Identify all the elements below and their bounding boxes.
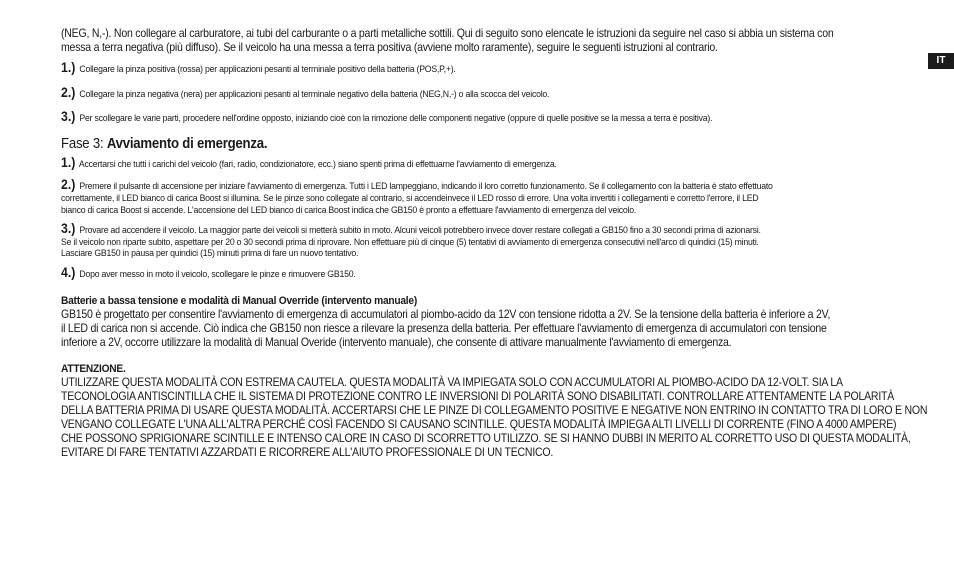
section-line: inferiore a 2V, occorre utilizzare la modalità di Manual Overide (intervento manuale), che consente di attivare manualmente l'avviamento di emergenza. [61,335,732,349]
step-text: correttamente, il LED bianco di carica Boost si illumina. Se le pinze sono collegate al contrario, si accendeinvece il LED rosso di errore. Una volta invertiti i collegamenti e corretto l'errore, il LED [61,192,759,204]
phase-title: Avviamento di emergenza. [106,135,268,152]
intro-paragraph [61,27,927,55]
attention-section [61,362,927,460]
section-line: GB150 è progettato per consentire l'avviamento di emergenza di accumulatori al piombo-acido da 12V con tensione ridotta a 2V. Se la tensione della batteria è inferiore a 2V, [61,307,831,321]
step-number: 1.) [61,154,76,170]
step-number: 3.) [61,221,76,237]
phase-prefix: Fase 3: [61,135,107,152]
warning-line: UTILIZZARE QUESTA MODALITÀ CON ESTREMA CAUTELA. QUESTA MODALITÀ VA IMPIEGATA SOLO CON ACCUMULATORI AL PIOMBO-ACIDO DA 12-VOLT. SIA LA [61,375,843,389]
step-text: bianco di carica Boost si accende. L'accensione del LED bianco di carica Boost indica che GB150 è pronto a effettuare l'avviamento di emergenza del veicolo. [61,204,637,216]
step-number: 3.) [61,109,76,125]
warning-line: TECONOLOGIA ANTISCINTILLA CHE IL SISTEMA DI PROTEZIONE CONTRO LE INVERSIONI DI POLARITÀ SONO DISABILITATI. CONTROLLARE ATTENTAMENTE LA POLARITÀ [61,389,895,403]
step-number: 1.) [61,60,76,75]
step-a-3 [61,111,927,125]
step-text: Se il veicolo non riparte subito, aspettare per 20 o 30 secondi prima di riprovare. Non effettuare più di cinque (5) tentativi di avviamento di emergenza consecutivi nell'arco di quindici (15) minuti. [61,236,759,248]
step-text: Premere il pulsante di accensione per iniziare l'avviamento di emergenza. Tutti i LED lampeggiano, indicando il loro corretto funzionamento. Se il collegamento con la batteria è stato effettuato [79,181,773,193]
intro-line: messa a terra negativa (più diffuso). Se il veicolo ha una messa a terra positiva (avviene molto raramente), seguire le seguenti istruzioni al contrario. [61,41,718,54]
low-voltage-section [61,294,927,350]
step-text: Dopo aver messo in moto il veicolo, scollegare le pinze e rimuovere GB150. [79,268,356,280]
step-number: 4.) [61,264,76,280]
language-badge: IT [928,53,954,69]
step-a-2 [61,84,927,101]
intro-line: (NEG, N,-). Non collegare al carburatore, ai tubi del carburante o a parti metalliche sottili. Qui di seguito sono elencate le istruzioni da seguire nel caso si abbia un sistema con [61,27,834,40]
step-text: Accertarsi che tutti i carichi del veicolo (fari, radio, condizionatore, ecc.) siano spenti prima di effettuarne l'avviamento di emergenza. [78,158,557,170]
step-text: Per scollegare le varie parti, procedere nell'ordine opposto, iniziando cioè con la rimozione delle componenti negative (oppure di quelle positive se la messa a terra è positiva). [79,113,713,125]
warning-line: EVITARE DI FARE TENTATIVI AZZARDATI E RICORRERE ALL'AIUTO PROFESSIONALE DI UN TECNICO. [61,445,554,459]
step-number: 2.) [61,84,76,100]
step-b-4 [61,264,927,281]
step-text: Collegare la pinza positiva (rossa) per applicazioni pesanti al terminale positivo della batteria (POS,P,+). [79,64,456,75]
manual-page [61,27,927,460]
step-b-2 [61,179,927,216]
section-line: il LED di carica non si accende. Ciò indica che GB150 non riesce a rilevare la presenza della batteria. Per effettuare l'avviamento di emergenza di accumulatori con tensione [61,321,827,335]
warning-line: VENGANO COLLEGATE L'UNA ALL'ALTRA PERCHÉ COSÌ FACENDO SI CAUSANO SCINTILLE. QUESTA MODALITÀ IMPIEGA ALTI LIVELLI DI CORRENTE (FINO A 4000 AMPERE) [61,417,897,431]
step-text: Provare ad accendere il veicolo. La maggior parte dei veicoli si metterà subito in moto. Alcuni veicoli potrebbero invece dover restare collegati a GB150 fino a 30 secondi prima di azionarsi. [79,225,761,237]
warning-line: DELLA BATTERIA PRIMA DI USARE QUESTA MODALITÀ. ACCERTARSI CHE LE PINZE DI COLLEGAMENTO POSITIVE E NEGATIVE NON ENTRINO IN CONTATTO TRA DI LORO E NON [61,403,928,417]
warning-line: CHE POSSONO SPRIGIONARE SCINTILLE E INTENSO CALORE IN CASO DI SCORRETTO UTILIZZO. SE SI HANNO DUBBI IN MERITO AL CORRETTO USO DI QUESTA MODALITÀ, [61,431,911,445]
section-heading: Batterie a bassa tensione e modalità di Manual Override (intervento manuale) [61,294,417,307]
warning-heading: ATTENZIONE. [61,362,126,375]
step-b-1 [61,154,927,171]
phase-heading [61,135,927,153]
step-a-1 [61,62,927,76]
step-text: Lasciare GB150 in pausa per quindici (15) minuti prima di fare un nuovo tentativo. [61,248,359,260]
step-b-3 [61,223,927,260]
step-text: Collegare la pinza negativa (nera) per applicazioni pesanti al terminale negativo della batteria (NEG,N,-) o alla scocca del veicolo. [79,88,550,100]
step-number: 2.) [61,177,76,193]
